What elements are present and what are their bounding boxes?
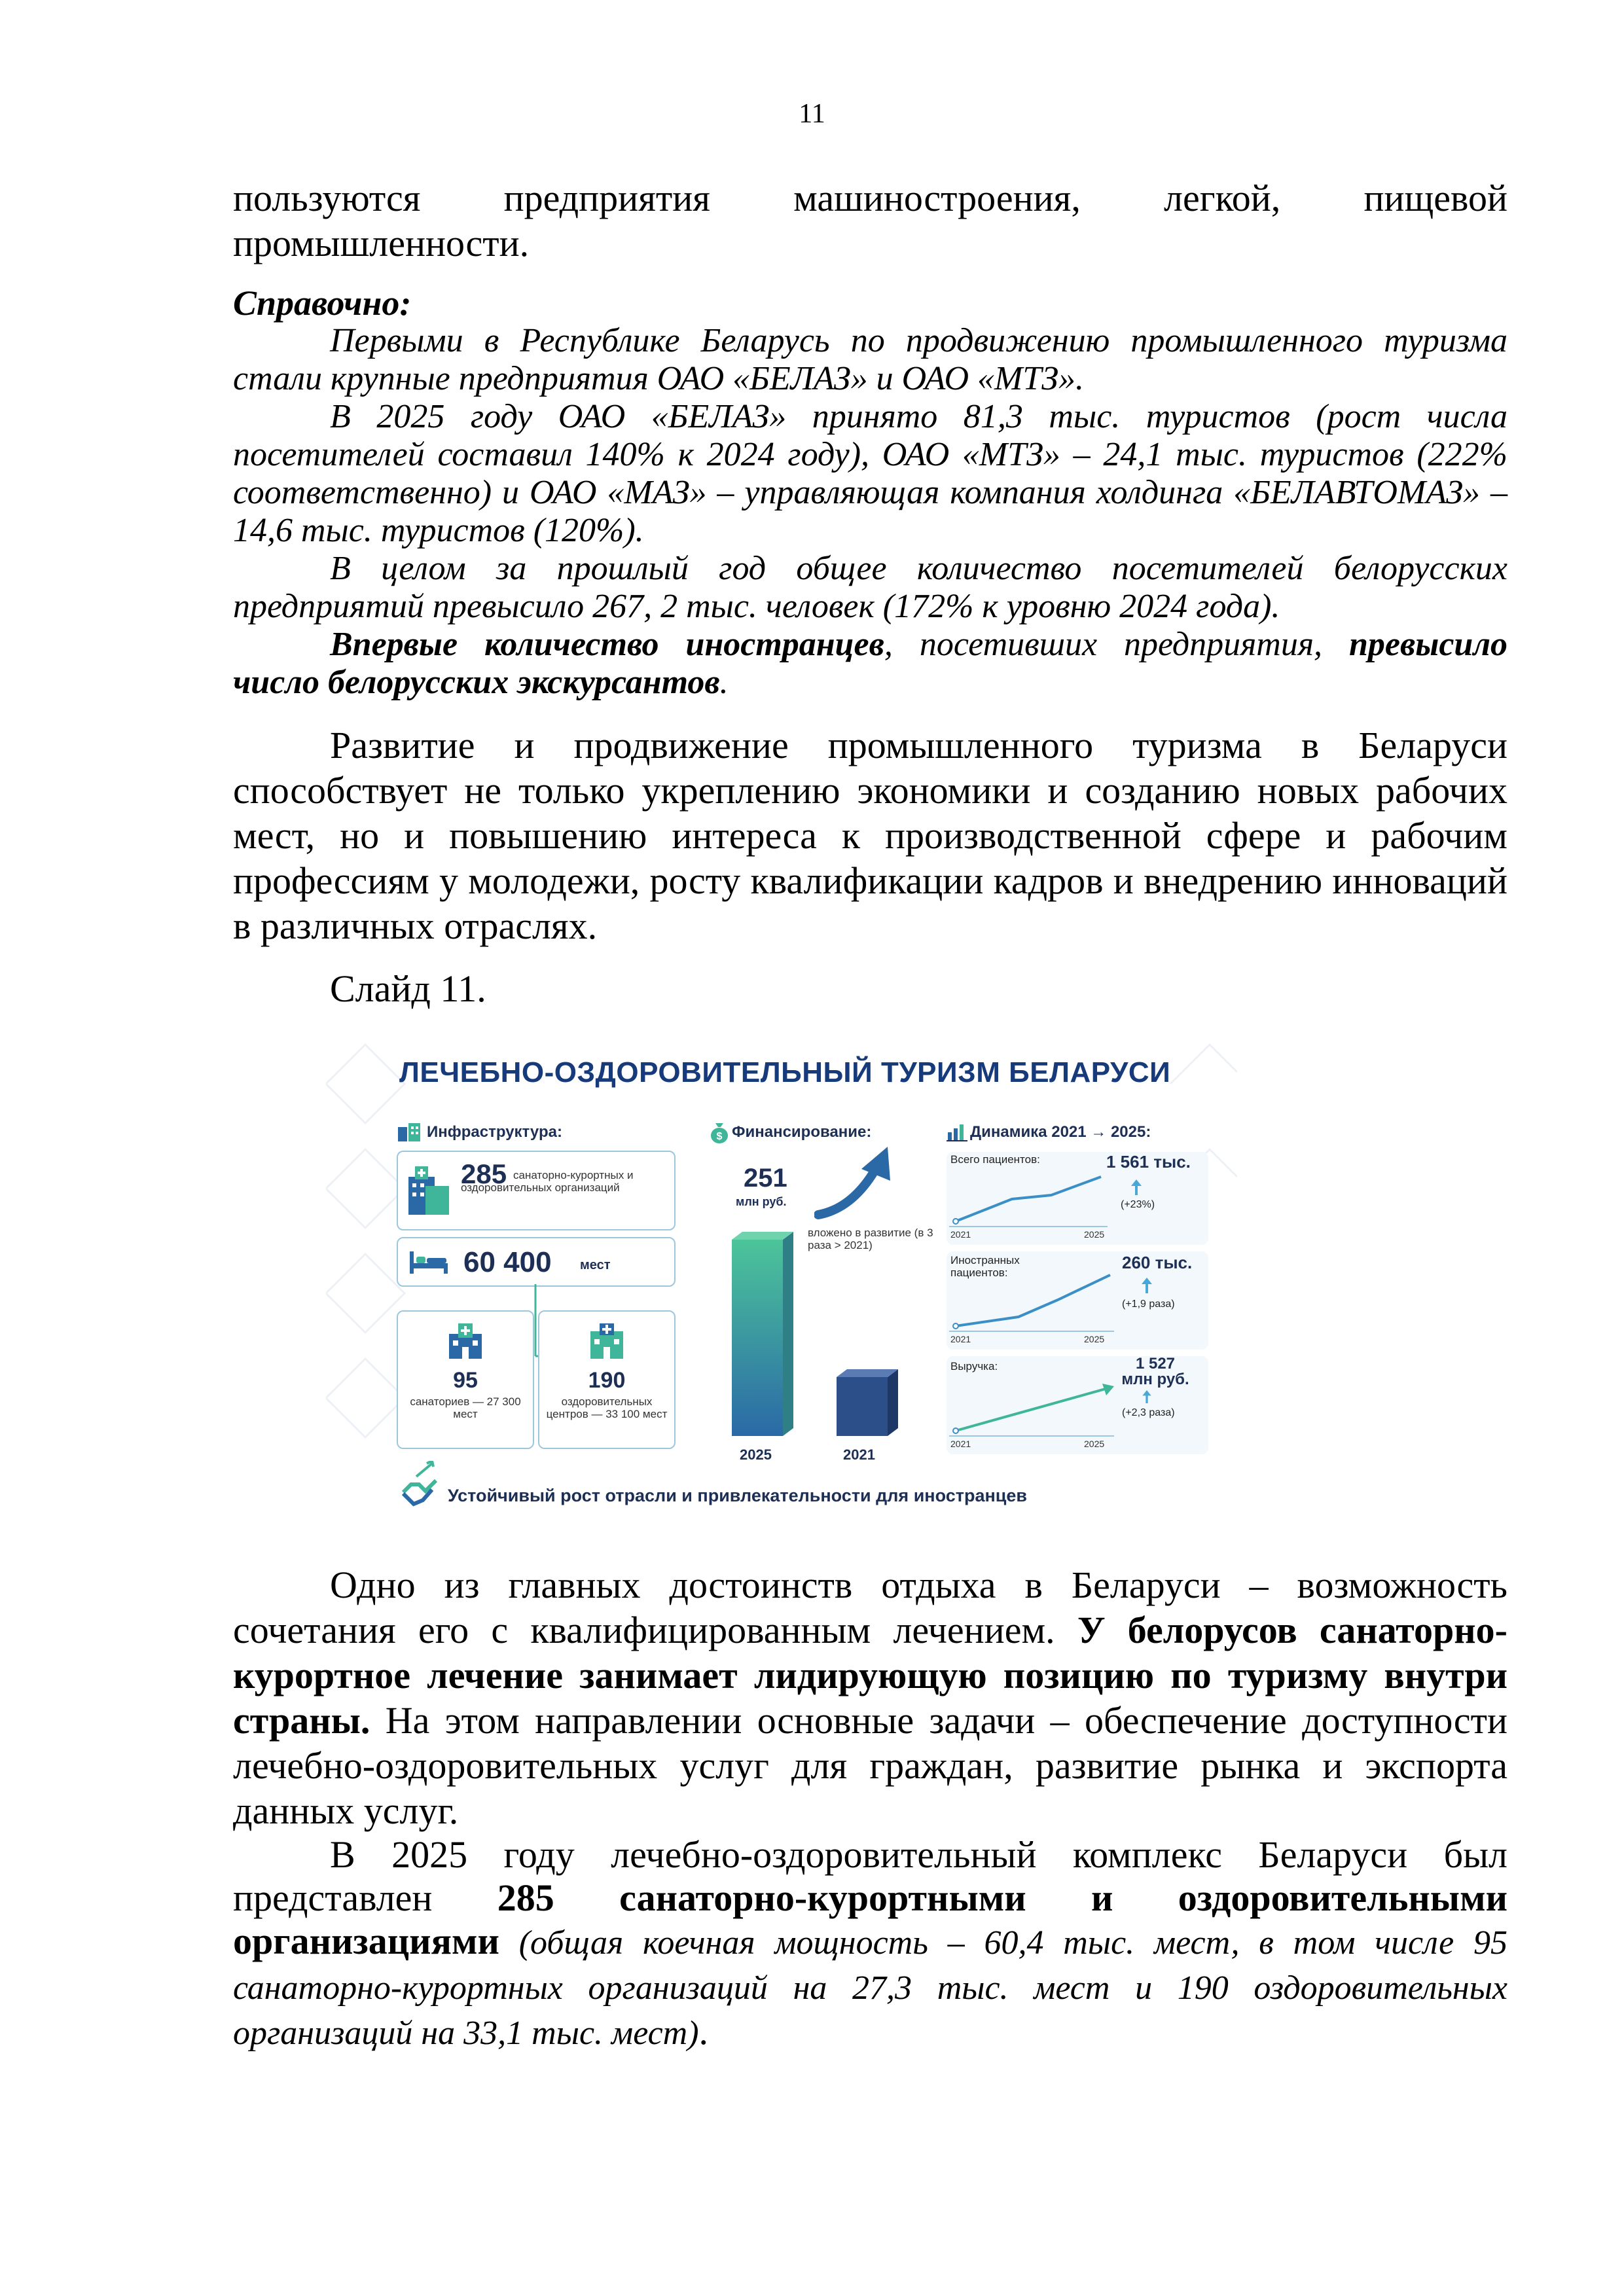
beds-card bbox=[397, 1237, 676, 1287]
beds-number: 60 400 bbox=[463, 1246, 552, 1278]
development-paragraph bbox=[233, 723, 1507, 948]
hospital-building-icon bbox=[406, 1164, 452, 1216]
reference-p3: В целом за прошлый год общее количество посетителей белорусских предприятий превысило 267, 2 тыс. человек (172% к уровню 2024 года). bbox=[233, 550, 1507, 625]
reference-p4-mid: , посетивших предприятия, bbox=[884, 626, 1349, 663]
dyn2-year-start: 2021 bbox=[950, 1334, 971, 1344]
bar-year-2021: 2021 bbox=[843, 1446, 875, 1463]
reference-p4-bold1: Впервые количество иностранцев bbox=[330, 626, 884, 663]
health-centers-text: оздоровительных центров — 33 100 мест bbox=[546, 1395, 668, 1420]
beds-text: мест bbox=[580, 1258, 611, 1272]
p2025-italic: (общая коечная мощность – 60,4 тыс. мест, в том числе 95 санаторно-курортных организаций на 27,3 тыс. мест и 190 оздоровительных организаций на 33,1 тыс. мест) bbox=[233, 1924, 1507, 2052]
dynamics-foreign-patients bbox=[947, 1251, 1208, 1350]
up-arrow-icon bbox=[1131, 1179, 1142, 1195]
intro-text: пользуются предприятия машиностроения, легкой, пищевой промышленности. bbox=[233, 177, 1507, 264]
up-arrow-icon bbox=[1142, 1390, 1152, 1403]
money-bag-icon bbox=[710, 1121, 729, 1144]
reference-block bbox=[233, 322, 1507, 702]
reference-p4-end: . bbox=[719, 664, 729, 701]
dyn1-change: (+23%) bbox=[1121, 1199, 1155, 1210]
slide-caption-block bbox=[233, 966, 1507, 1011]
sanatoria-text: санаториев — 27 300 мест bbox=[410, 1395, 521, 1420]
health-centers-number: 190 bbox=[588, 1368, 626, 1393]
advantages-text bbox=[233, 1562, 1507, 1833]
building-icon bbox=[397, 1122, 423, 1143]
advantages-plain1: Одно из главных достоинств отдыха в Беларуси – возможность сочетания его с квалифицированным лечением. bbox=[233, 1564, 1507, 1651]
dyn2-line bbox=[947, 1271, 1117, 1335]
paragraph-2025-text bbox=[233, 1833, 1507, 2055]
dyn3-label: Выручка: bbox=[950, 1360, 998, 1372]
dyn1-label: Всего пациентов: bbox=[950, 1153, 1040, 1166]
finance-heading: Финансирование: bbox=[732, 1123, 872, 1141]
dynamics-revenue bbox=[947, 1356, 1208, 1454]
sanatorium-icon bbox=[442, 1321, 488, 1360]
dyn2-label: Иностранных пациентов: bbox=[950, 1254, 1020, 1279]
p2025-plain1: В 2025 году лечебно-оздоровительный комплекс Беларуси был представлен bbox=[233, 1833, 1507, 1919]
dyn3-year-end: 2025 bbox=[1084, 1439, 1105, 1449]
dyn3-year-start: 2021 bbox=[950, 1439, 971, 1449]
slide-title: ЛЕЧЕБНО-ОЗДОРОВИТЕЛЬНЫЙ ТУРИЗМ БЕЛАРУСИ bbox=[399, 1056, 1171, 1088]
development-text: Развитие и продвижение промышленного туризма в Беларуси способствует не только укреплению экономики и созданию новых рабочих мест, но и повышению интереса к производственной сфере и рабочим профессиям у молодежи, росту квалификации кадров и внедрению инноваций в различных отраслях. bbox=[233, 724, 1507, 947]
dyn1-line bbox=[947, 1172, 1110, 1230]
dyn3-line bbox=[947, 1376, 1117, 1440]
infra-total-card bbox=[397, 1151, 676, 1230]
finance-note: вложено в развитие (в 3 раза > 2021) bbox=[808, 1227, 933, 1251]
dyn1-year-end: 2025 bbox=[1084, 1229, 1105, 1240]
finance-number: 251 bbox=[744, 1164, 787, 1193]
p2025-end: . bbox=[698, 2010, 709, 2053]
dyn3-change: (+2,3 раза) bbox=[1122, 1407, 1175, 1418]
sanatoria-number: 95 bbox=[453, 1368, 478, 1393]
advantages-paragraph bbox=[233, 1562, 1507, 1833]
reference-p2: В 2025 году ОАО «БЕЛАЗ» принято 81,3 тыс. туристов (рост числа посетителей составил 140% к 2024 году), ОАО «МТЗ» – 24,1 тыс. туристов (222% соответственно) и ОАО «МАЗ» – управляющая компания холдинга «БЕЛАВТОМАЗ» – 14,6 тыс. туристов (120%). bbox=[233, 398, 1507, 549]
dyn2-change: (+1,9 раза) bbox=[1122, 1299, 1175, 1310]
paragraph-2025 bbox=[233, 1833, 1507, 2055]
page-number: 11 bbox=[799, 99, 825, 129]
sanatoria-card bbox=[397, 1310, 534, 1449]
intro-paragraph bbox=[233, 175, 1507, 266]
bed-icon bbox=[408, 1250, 449, 1275]
dyn1-value: 1 561 тыс. bbox=[1106, 1152, 1191, 1172]
health-center-icon bbox=[584, 1321, 630, 1360]
dynamics-total-patients bbox=[947, 1152, 1208, 1245]
bar-2025 bbox=[732, 1240, 783, 1436]
slide-infographic bbox=[326, 1018, 1237, 1535]
dyn3-value: 1 527 млн руб. bbox=[1121, 1355, 1189, 1388]
bar-2021 bbox=[837, 1377, 888, 1436]
reference-p4-bold2: превысило число белорусских экскурсантов bbox=[233, 626, 1507, 701]
advantages-bold: У белорусов санаторно-курортное лечение занимает лидирующую позицию по туризму внутри страны. bbox=[233, 1609, 1507, 1742]
handshake-icon bbox=[397, 1461, 442, 1509]
slide-footer: Устойчивый рост отрасли и привлекательности для иностранцев bbox=[448, 1486, 1028, 1505]
health-centers-card bbox=[538, 1310, 676, 1449]
p2025-bold: 285 санаторно-курортными и оздоровительными организациями bbox=[233, 1876, 1507, 1962]
dyn1-year-start: 2021 bbox=[950, 1229, 971, 1240]
bar-year-2025: 2025 bbox=[740, 1446, 772, 1463]
reference-p1: Первыми в Республике Беларусь по продвижению промышленного туризма стали крупные предприятия ОАО «БЕЛАЗ» и ОАО «МТЗ». bbox=[233, 322, 1507, 397]
reference-heading: Справочно: bbox=[233, 283, 412, 323]
advantages-plain2: На этом направлении основные задачи – обеспечение доступности лечебно-оздоровительных услуг для граждан, развитие рынка и экспорта данных услуг. bbox=[233, 1699, 1507, 1832]
dyn2-value: 260 тыс. bbox=[1122, 1253, 1193, 1272]
infra-heading: Инфраструктура: bbox=[427, 1123, 562, 1141]
slide-caption: Слайд 11. bbox=[330, 967, 486, 1010]
infra-total-text: санаторно-курортных и оздоровительных организаций bbox=[461, 1169, 634, 1194]
finance-unit: млн руб. bbox=[736, 1195, 787, 1208]
infra-total-number: 285 bbox=[461, 1158, 507, 1189]
reference-p4 bbox=[233, 626, 1507, 702]
dyn2-year-end: 2025 bbox=[1084, 1334, 1105, 1344]
dynamics-heading: Динамика 2021 → 2025: bbox=[970, 1123, 1151, 1141]
up-arrow-icon bbox=[1142, 1278, 1152, 1293]
svg-text:$: $ bbox=[716, 1131, 723, 1142]
finance-bar-chart bbox=[719, 1227, 928, 1449]
growth-arrow-icon bbox=[814, 1143, 906, 1221]
chart-icon bbox=[947, 1122, 967, 1141]
